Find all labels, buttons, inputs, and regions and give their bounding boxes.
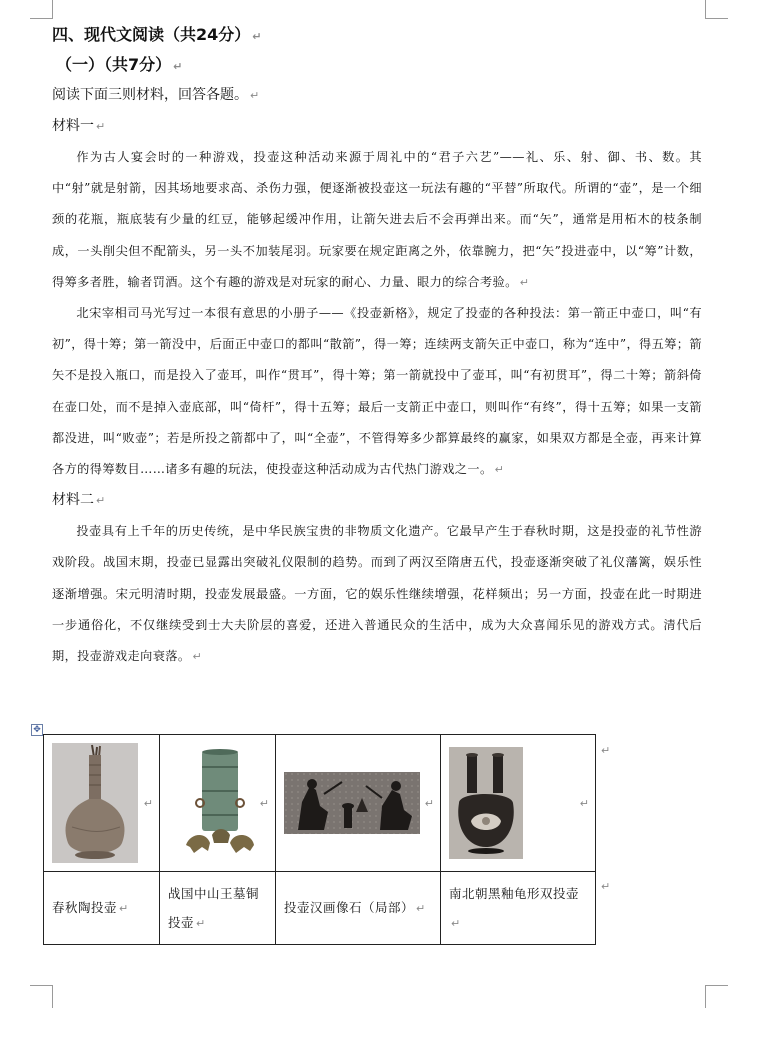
page-corner-mark	[705, 0, 728, 19]
document-body	[52, 20, 702, 672]
cell-mark-icon: ↵	[196, 916, 206, 930]
material-one-paragraph-2	[52, 298, 702, 485]
caption-text: 南北朝黑釉龟形双投壶	[449, 885, 580, 901]
section-title: 四、现代文阅读（共24分）	[52, 25, 251, 44]
paragraph-text: 作为古人宴会时的一种游戏，投壶这种活动来源于周礼中的“君子六艺”——礼、乐、射、御、书、数。其中“射”就是射箭，因其场地要求高、杀伤力强，便逐渐被投壶这一玩法有趣的“平替”所取代。所谓的“壶”，是一个细颈的花瓶，瓶底装有少量的红豆，能够起缓冲作用，让箭矢进去后不会再弹出来。而“矢”，通常是用柘木的枝条制成，一头削尖但不配箭头，另一头不加装尾羽。玩家要在规定距离之外，依靠腕力，把“矢”投进壶中，以“筹”计数，得筹多者胜，输者罚酒。这个有趣的游戏是对玩家的耐心、力量、眼力的综合考验。	[52, 150, 702, 289]
cell-mark-icon: ↵	[416, 902, 426, 915]
caption-row	[44, 872, 596, 945]
paragraph-text: 投壶具有上千年的历史传统，是中华民族宝贵的非物质文化遗产。它最早产生于春秋时期，这是投壶的礼节性游戏阶段。战国末期，投壶已显露出突破礼仪限制的趋势。而到了两汉至隋唐五代，投壶逐渐突破了礼仪藩篱，娱乐性逐渐增强。宋元明清时期，投壶发展最盛。一方面，它的娱乐性继续增强，花样频出；另一方面，投壶在此一时期进一步通俗化，不仅继续受到士大夫阶层的喜爱，还进入普通民众的生活中，成为大众喜闻乐见的游戏方式。清代后期，投壶游戏走向衰落。	[52, 524, 702, 664]
row-end-mark-icon: ↵	[601, 744, 611, 757]
caption-text: 春秋陶投壶	[52, 900, 118, 915]
cell-mark-icon: ↵	[143, 797, 153, 810]
cell-mark-icon: ↵	[579, 797, 589, 810]
material-two-paragraph-1	[52, 516, 702, 672]
cell-mark-icon: ↵	[119, 902, 129, 915]
page-corner-mark	[30, 985, 53, 1008]
caption-text: 战国中山王墓铜投壶	[168, 885, 260, 930]
material-label	[52, 111, 702, 142]
table-move-handle-icon[interactable]: ✥	[31, 724, 43, 736]
material-one-paragraph-1	[52, 142, 702, 298]
image-cell	[441, 735, 596, 872]
cell-mark-icon: ↵	[259, 797, 269, 810]
row-end-mark-icon: ↵	[601, 880, 611, 893]
paragraph-mark-icon: ↵	[96, 494, 106, 508]
material-one-label: 材料一	[52, 118, 94, 134]
image-cell	[276, 735, 441, 872]
cell-mark-icon: ↵	[451, 916, 461, 930]
subsection-heading	[56, 50, 702, 80]
caption-cell	[160, 872, 276, 945]
warring-states-bronze-pot-image	[160, 735, 275, 871]
paragraph-mark-icon: ↵	[96, 120, 106, 133]
image-row	[44, 735, 596, 872]
material-two-label: 材料二	[52, 492, 94, 509]
caption-cell	[276, 872, 441, 945]
spring-autumn-pottery-pot-image	[44, 735, 159, 871]
page-corner-mark	[705, 985, 728, 1008]
paragraph-mark-icon: ↵	[519, 275, 530, 289]
paragraph-mark-icon: ↵	[252, 30, 262, 43]
material-label	[52, 485, 702, 516]
image-cell	[44, 735, 160, 872]
northern-southern-dynasties-black-glaze-pot-image	[441, 735, 595, 871]
han-stone-relief-image	[276, 735, 440, 871]
caption-cell	[441, 872, 596, 945]
instruction-line	[52, 80, 702, 111]
paragraph-mark-icon: ↵	[192, 650, 203, 664]
paragraph-mark-icon: ↵	[173, 60, 183, 73]
image-cell	[160, 735, 276, 872]
paragraph-mark-icon: ↵	[494, 463, 505, 477]
caption-cell	[44, 872, 160, 945]
paragraph-text: 北宋宰相司马光写过一本很有意思的小册子——《投壶新格》，规定了投壶的各种投法：第一箭正中壶口，叫“有初”，得十筹；第一箭没中，后面正中壶口的都叫“散箭”，得一筹；连续两支箭矢正中壶口，称为“连中”，得五筹；箭矢不是投入瓶口，而是投入了壶耳，叫作“贯耳”，得十筹；第一箭就投中了壶耳，叫“有初贯耳”，得二十筹；箭斜倚在壶口处，而不是掉入壶底部，叫“倚杆”，得十五筹；最后一支箭正中壶口，则叫作“有终”，得十五筹；如果一支箭都没进，叫“败壶”；若是所投之箭都中了，叫“全壶”，不管得筹多少都算最终的赢家，如果双方都是全壶，再来计算各方的得筹数目……诸多有趣的玩法，使投壶这种活动成为古代热门游戏之一。	[52, 306, 702, 477]
subsection-title: （一）（共7分）	[56, 55, 172, 74]
artifact-image-table	[43, 734, 596, 945]
cell-mark-icon: ↵	[424, 797, 434, 810]
paragraph-mark-icon: ↵	[250, 89, 260, 102]
page-corner-mark	[30, 0, 53, 19]
instruction-text: 阅读下面三则材料，回答各题。	[52, 87, 248, 103]
section-heading	[52, 20, 702, 50]
caption-text: 投壶汉画像石（局部）	[284, 900, 415, 915]
